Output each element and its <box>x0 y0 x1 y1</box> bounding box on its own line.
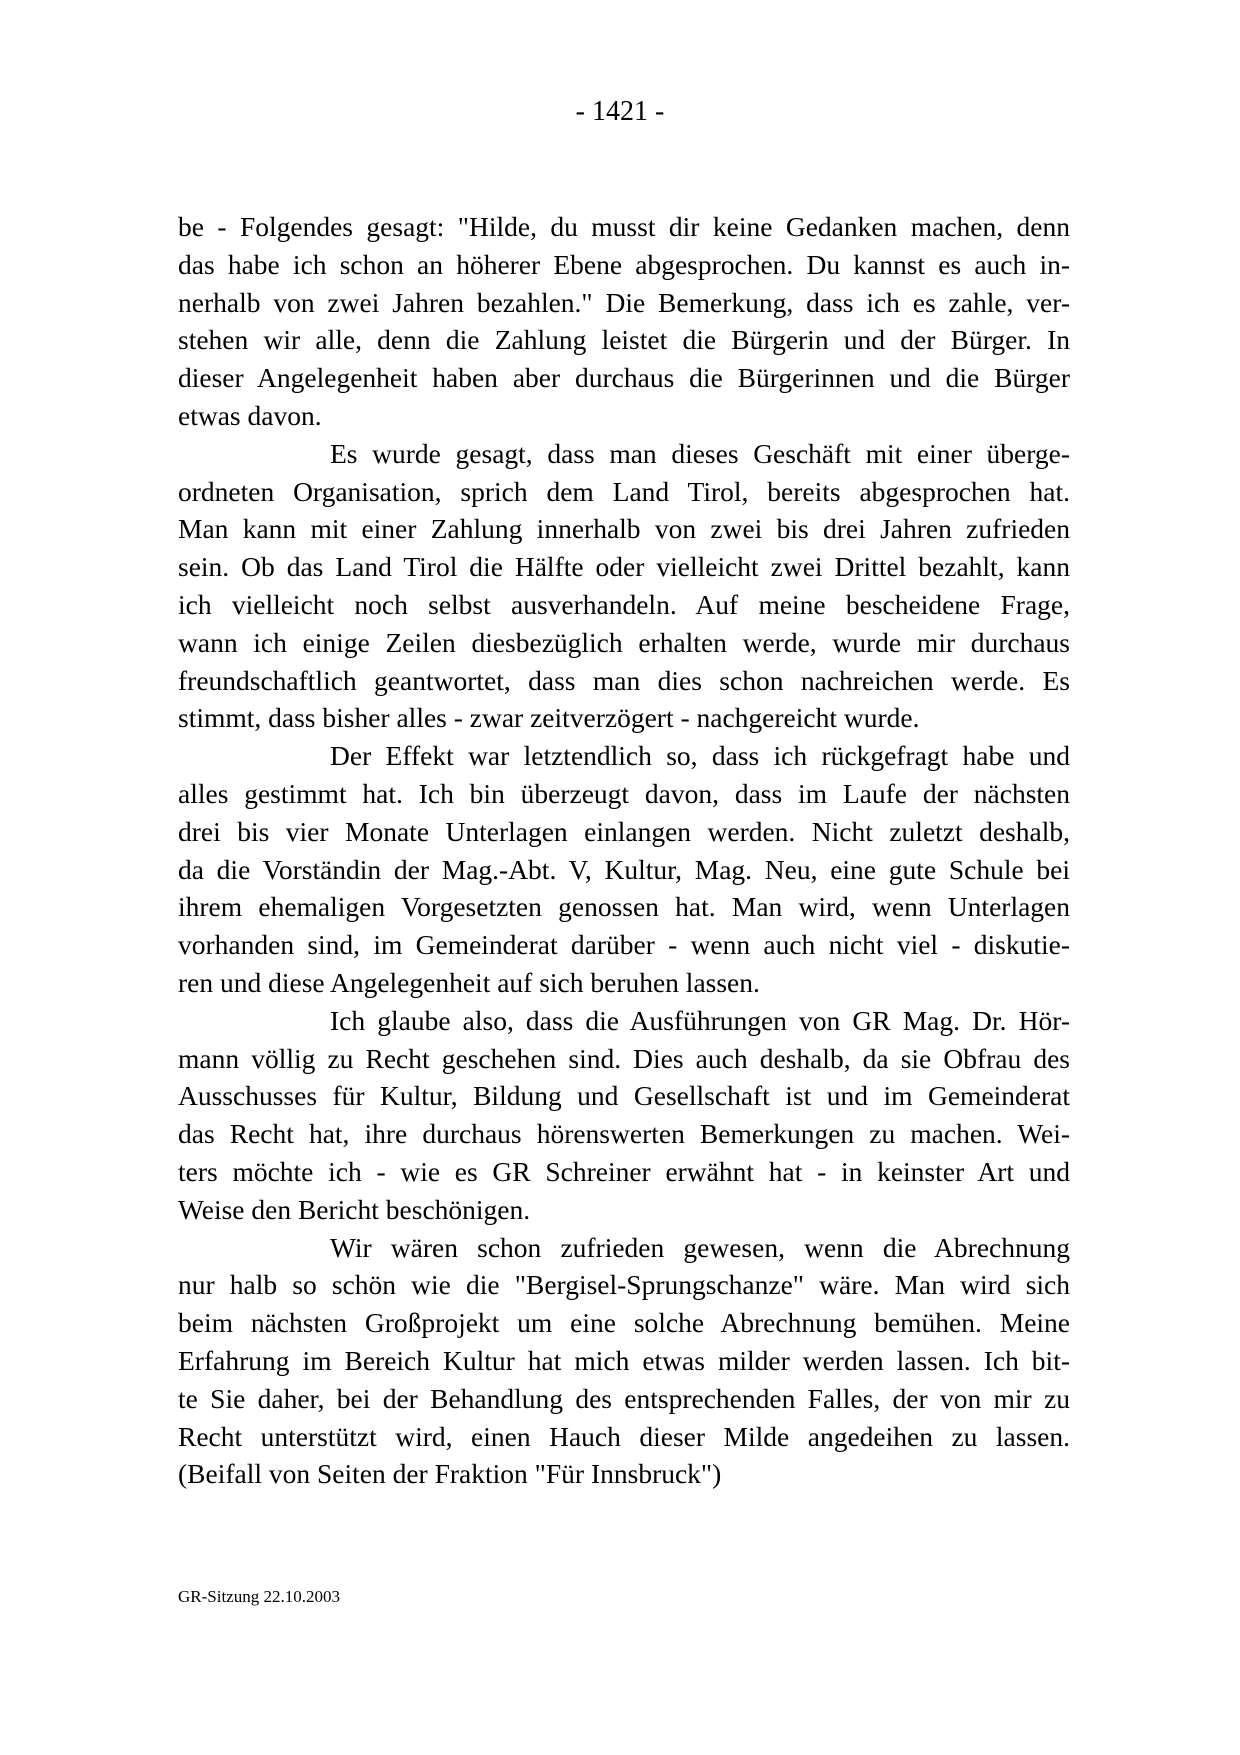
paragraph-4 <box>178 1002 1070 1229</box>
text-line: ordneten Organisation, sprich dem Land Tirol, bereits abgesprochen hat. <box>178 475 1070 507</box>
text-line: be - Folgendes gesagt: "Hilde, du musst dir keine Gedanken machen, denn <box>178 211 1070 242</box>
text-line: Recht unterstützt wird, einen Hauch dieser Milde angedeihen zu lassen. <box>178 1420 1070 1452</box>
text-line: nerhalb von zwei Jahren bezahlen." Die Bemerkung, dass ich es zahle, ver- <box>178 286 1070 318</box>
footer-session-date: GR-Sitzung 22.10.2003 <box>178 1587 340 1606</box>
text-line: stehen wir alle, denn die Zahlung leistet die Bürgerin und der Bürger. In <box>178 324 1070 356</box>
text-line: te Sie daher, bei der Behandlung des entsprechenden Falles, der von mir zu <box>178 1382 1070 1414</box>
text-line: (Beifall von Seiten der Fraktion "Für Innsbruck") <box>178 1458 722 1490</box>
paragraph-2 <box>178 435 1070 737</box>
text-line: beim nächsten Großprojekt um eine solche Abrechnung bemühen. Meine <box>178 1307 1070 1339</box>
text-line: ters möchte ich - wie es GR Schreiner erwähnt hat - in keinster Art und <box>178 1155 1070 1187</box>
text-line: Ich glaube also, dass die Ausführungen von GR Mag. Dr. Hör- <box>330 1004 1070 1036</box>
text-line: alles gestimmt hat. Ich bin überzeugt davon, dass im Laufe der nächsten <box>178 777 1070 809</box>
text-line: nur halb so schön wie die "Bergisel-Sprungschanze" wäre. Man wird sich <box>178 1269 1070 1301</box>
text-line: ich vielleicht noch selbst ausverhandeln. Auf meine bescheidene Frage, <box>178 588 1070 620</box>
text-line: Ausschusses für Kultur, Bildung und Gesellschaft ist und im Gemeinderat <box>178 1080 1070 1112</box>
text-line: wann ich einige Zeilen diesbezüglich erhalten werde, wurde mir durchaus <box>178 626 1070 658</box>
text-line: Der Effekt war letztendlich so, dass ich rückgefragt habe und <box>330 740 1070 772</box>
text-line: Weise den Bericht beschönigen. <box>178 1193 531 1225</box>
text-line: vorhanden sind, im Gemeinderat darüber - wenn auch nicht viel - diskutie- <box>178 929 1070 961</box>
text-line: drei bis vier Monate Unterlagen einlangen werden. Nicht zuletzt deshalb, <box>178 815 1070 847</box>
text-line: dieser Angelegenheit haben aber durchaus die Bürgerinnen und die Bürger <box>178 362 1070 394</box>
text-line: Erfahrung im Bereich Kultur hat mich etwas milder werden lassen. Ich bit- <box>178 1344 1070 1376</box>
text-line: ihrem ehemaligen Vorgesetzten genossen hat. Man wird, wenn Unterlagen <box>178 891 1070 923</box>
text-line: stimmt, dass bisher alles - zwar zeitverzögert - nachgereicht wurde. <box>178 702 920 734</box>
text-line: etwas davon. <box>178 399 322 431</box>
text-line: Wir wären schon zufrieden gewesen, wenn die Abrechnung <box>330 1231 1070 1263</box>
text-line: da die Vorständin der Mag.-Abt. V, Kultur, Mag. Neu, eine gute Schule bei <box>178 853 1070 885</box>
paragraph-3 <box>178 737 1070 1002</box>
page-number: - 1421 - <box>575 96 665 127</box>
text-line: ren und diese Angelegenheit auf sich beruhen lassen. <box>178 966 760 998</box>
paragraph-5 <box>178 1229 1070 1494</box>
text-line: sein. Ob das Land Tirol die Hälfte oder vielleicht zwei Drittel bezahlt, kann <box>178 551 1070 583</box>
paragraph-1 <box>178 208 1070 435</box>
text-line: mann völlig zu Recht geschehen sind. Dies auch deshalb, da sie Obfrau des <box>178 1042 1070 1074</box>
text-line: freundschaftlich geantwortet, dass man dies schon nachreichen werde. Es <box>178 664 1070 696</box>
text-line: das Recht hat, ihre durchaus hörenswerten Bemerkungen zu machen. Wei- <box>178 1118 1070 1150</box>
text-line: Es wurde gesagt, dass man dieses Geschäft mit einer überge- <box>330 437 1070 469</box>
text-line: das habe ich schon an höherer Ebene abgesprochen. Du kannst es auch in- <box>178 248 1070 280</box>
text-line: Man kann mit einer Zahlung innerhalb von zwei bis drei Jahren zufrieden <box>178 513 1070 545</box>
body-text <box>178 208 1070 1493</box>
